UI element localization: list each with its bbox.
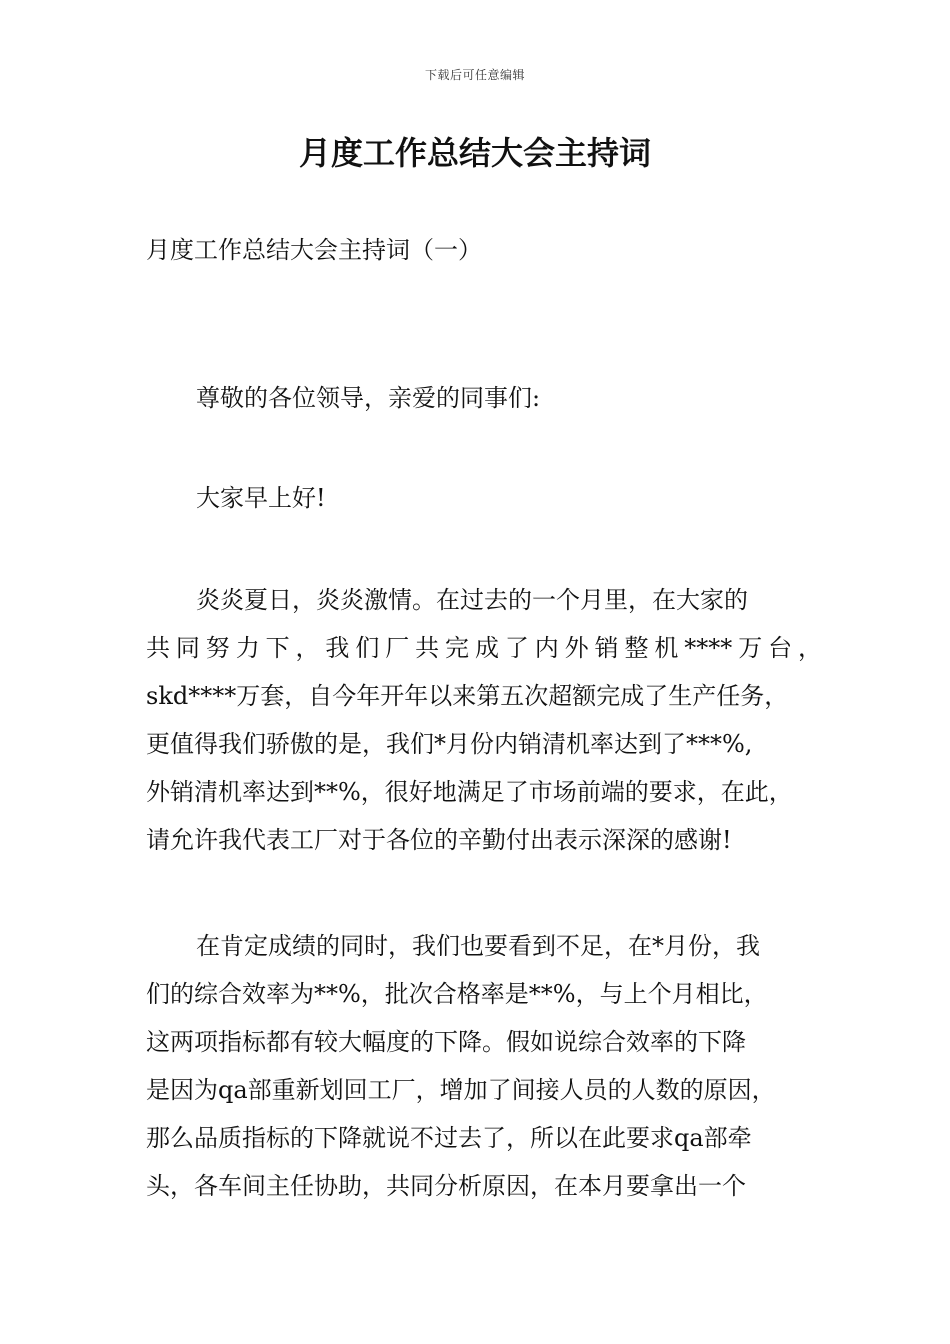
paragraph-shortcomings bbox=[146, 922, 822, 1210]
paragraph-line: 请允许我代表工厂对于各位的辛勤付出表示深深的感谢! bbox=[146, 826, 732, 854]
paragraph-line: 炎炎夏日，炎炎激情。在过去的一个月里，在大家的 bbox=[196, 586, 748, 614]
hello-text: 大家早上好! bbox=[196, 484, 326, 512]
paragraph-line: skd****万套，自今年开年以来第五次超额完成了生产任务， bbox=[146, 682, 789, 710]
paragraph-line: 那么品质指标的下降就说不过去了，所以在此要求qa部牵 bbox=[146, 1124, 752, 1152]
paragraph-line: 在肯定成绩的同时，我们也要看到不足，在*月份，我 bbox=[196, 932, 760, 960]
greeting-paragraph bbox=[146, 374, 822, 422]
paragraph-line: 头，各车间主任协助，共同分析原因，在本月要拿出一个 bbox=[146, 1172, 746, 1200]
paragraph-line: 外销清机率达到**%，很好地满足了市场前端的要求，在此， bbox=[146, 778, 793, 806]
paragraph-line: 这两项指标都有较大幅度的下降。假如说综合效率的下降 bbox=[146, 1028, 746, 1056]
document-title: 月度工作总结大会主持词 bbox=[298, 134, 651, 172]
paragraph-line: 更值得我们骄傲的是，我们*月份内销清机率达到了***%, bbox=[146, 730, 753, 758]
paragraph-line: 们的综合效率为**%，批次合格率是**%，与上个月相比， bbox=[146, 980, 768, 1008]
hello-paragraph bbox=[146, 474, 822, 522]
header-note: 下载后可任意编辑 bbox=[424, 68, 525, 82]
section-subtitle: 月度工作总结大会主持词（一） bbox=[146, 236, 482, 264]
greeting-text: 尊敬的各位领导，亲爱的同事们: bbox=[196, 384, 541, 412]
paragraph-line: 共同努力下，我们厂共完成了内外销整机****万台， bbox=[146, 634, 822, 662]
paragraph-line: 是因为qa部重新划回工厂，增加了间接人员的人数的原因， bbox=[146, 1076, 776, 1104]
paragraph-achievements bbox=[146, 576, 822, 864]
